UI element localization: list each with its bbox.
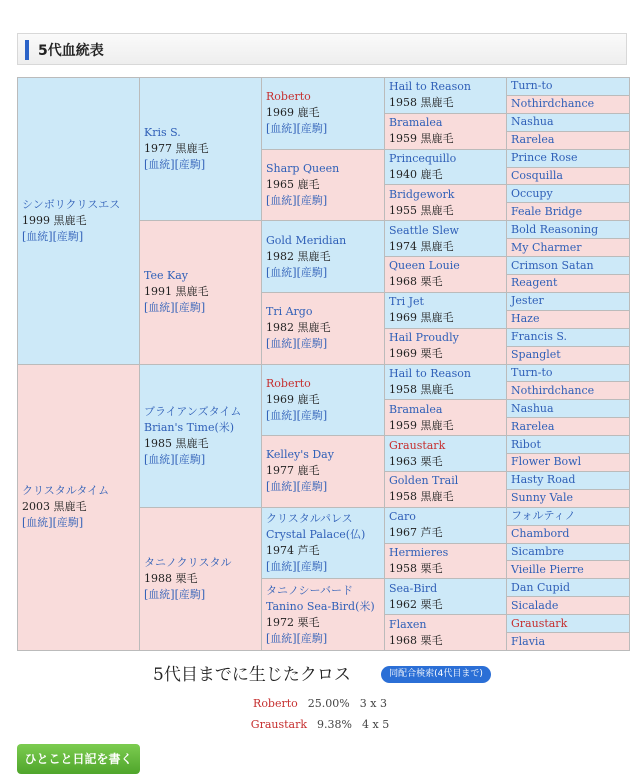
horse-name-link[interactable]: Golden Trail <box>389 474 459 488</box>
gen5-cell <box>507 561 630 579</box>
horse-name-link[interactable]: タニノクリスタル <box>144 555 232 569</box>
horse-year-color: 1940 鹿毛 <box>389 168 443 182</box>
horse-name-link[interactable]: フォルティノ <box>511 509 576 523</box>
page-title: 5代血統表 <box>38 43 104 59</box>
foals-link[interactable]: [産駒] <box>296 122 328 136</box>
horse-name-link[interactable]: Crimson Satan <box>511 258 594 272</box>
gen5-cell <box>507 382 630 400</box>
gen3-cell <box>262 436 385 508</box>
horse-name-link[interactable]: Reagent <box>511 276 558 290</box>
sire-cell <box>18 78 140 365</box>
gen5-cell <box>507 633 630 651</box>
gen4-cell <box>385 149 507 185</box>
horse-year-color: 1965 鹿毛 <box>266 177 320 191</box>
cross-title: 5代目までに生じたクロス <box>153 665 351 685</box>
horse-name-link[interactable]: クリスタルパレス <box>266 512 353 526</box>
horse-name-link[interactable]: Princequillo <box>389 152 457 166</box>
gen4-cell <box>385 257 507 293</box>
horse-year-color: 1977 鹿毛 <box>266 464 320 478</box>
horse-year-color: 2003 黒鹿毛 <box>22 500 87 514</box>
gen5-cell <box>507 436 630 454</box>
gen2-cell <box>140 221 262 364</box>
horse-name-link[interactable]: Flaxen <box>389 617 427 631</box>
horse-name-link[interactable]: Rarelea <box>511 133 555 147</box>
horse-name-link[interactable]: Roberto <box>266 376 311 390</box>
horse-year-color: 1985 黒鹿毛 <box>144 436 209 450</box>
gen5-cell <box>507 364 630 382</box>
gen4-cell <box>385 78 507 114</box>
foals-link[interactable]: [産駒] <box>296 337 328 351</box>
gen5-cell <box>507 78 630 96</box>
gen5-cell <box>507 274 630 292</box>
foals-link[interactable]: [産駒] <box>296 265 328 279</box>
horse-year-color: 1959 黒鹿毛 <box>389 132 454 146</box>
gen5-cell <box>507 149 630 167</box>
horse-name-link[interactable]: Occupy <box>511 186 553 200</box>
pedigree-link[interactable]: [血統] <box>144 301 175 315</box>
horse-name-link[interactable]: Vieille Pierre <box>511 562 584 576</box>
gen4-cell <box>385 185 507 221</box>
horse-year-color: 1999 黒鹿毛 <box>22 213 87 227</box>
horse-year-color: 1988 栗毛 <box>144 571 198 585</box>
horse-year-color: 1969 黒鹿毛 <box>389 311 454 325</box>
horse-year-color: 1963 栗毛 <box>389 454 443 468</box>
cross-generation: 3 x 3 <box>359 697 387 710</box>
gen5-cell <box>507 113 630 131</box>
pedigree-link[interactable]: [血統] <box>266 480 297 494</box>
gen3-cell <box>262 78 385 150</box>
dam-cell <box>18 364 140 651</box>
gen4-cell <box>385 507 507 543</box>
gen5-cell <box>507 597 630 615</box>
horse-year-color: 1977 黒鹿毛 <box>144 142 209 156</box>
foals-link[interactable]: [産駒] <box>52 229 84 243</box>
gen2-cell <box>140 507 262 650</box>
gen4-cell <box>385 615 507 651</box>
pedigree-link[interactable]: [血統] <box>144 452 175 466</box>
pedigree-link[interactable]: [血統] <box>144 158 175 172</box>
gen5-cell <box>507 95 630 113</box>
foals-link[interactable]: [産駒] <box>52 516 84 530</box>
horse-year-color: 1982 黒鹿毛 <box>266 249 331 263</box>
horse-name-link[interactable]: Turn-to <box>511 365 553 379</box>
foals-link[interactable]: [産駒] <box>296 631 328 645</box>
horse-name-link[interactable]: Tri Jet <box>389 295 424 309</box>
horse-name-link[interactable]: Caro <box>389 510 416 524</box>
pedigree-link[interactable]: [血統] <box>266 122 297 136</box>
horse-name-link[interactable]: Tri Argo <box>266 305 313 319</box>
write-diary-button[interactable]: ひとこと日記を書く <box>17 744 140 774</box>
horse-name-link[interactable]: Nothirdchance <box>511 383 595 397</box>
gen5-cell <box>507 346 630 364</box>
horse-name-link[interactable]: Prince Rose <box>511 151 578 165</box>
horse-name-link[interactable]: シンボリクリスエス <box>22 197 121 211</box>
horse-name-link[interactable]: Bridgework <box>389 187 455 201</box>
horse-name-link[interactable]: Kris S. <box>144 126 181 140</box>
cross-horse-link[interactable]: Roberto <box>253 697 298 710</box>
horse-name-link[interactable]: ブライアンズタイム <box>144 404 242 418</box>
gen4-cell <box>385 436 507 472</box>
horse-name-link[interactable]: Sicambre <box>511 545 565 559</box>
horse-year-color: 1967 芦毛 <box>389 526 443 540</box>
foals-link[interactable]: [産駒] <box>296 193 328 207</box>
gen5-cell <box>507 239 630 257</box>
horse-name-link[interactable]: Sea-Bird <box>389 581 438 595</box>
gen5-cell <box>507 471 630 489</box>
horse-name-en-link[interactable]: Tanino Sea-Bird(米) <box>266 599 375 613</box>
horse-name-link[interactable]: Bold Reasoning <box>511 222 599 236</box>
cross-row <box>0 697 640 710</box>
gen3-cell <box>262 579 385 651</box>
foals-link[interactable]: [産駒] <box>174 301 206 315</box>
cross-row <box>0 718 640 731</box>
pedigree-link[interactable]: [血統] <box>266 408 297 422</box>
gen2-cell <box>140 78 262 221</box>
horse-name-link[interactable]: Spanglet <box>511 348 561 362</box>
gen5-cell <box>507 167 630 185</box>
gen4-cell <box>385 400 507 436</box>
foals-link[interactable]: [産駒] <box>296 560 328 574</box>
horse-name-link[interactable]: Francis S. <box>511 330 567 344</box>
horse-name-link[interactable]: Bramalea <box>389 402 443 416</box>
horse-name-link[interactable]: Gold Meridian <box>266 233 347 247</box>
horse-name-link[interactable]: Sicalade <box>511 598 559 612</box>
horse-name-link[interactable]: Turn-to <box>511 79 553 93</box>
horse-name-link[interactable]: Graustark <box>511 616 568 630</box>
horse-year-color: 1958 黒鹿毛 <box>389 490 454 504</box>
gen5-cell <box>507 454 630 472</box>
gen4-cell <box>385 364 507 400</box>
pedigree-link[interactable]: [血統] <box>266 337 297 351</box>
horse-year-color: 1969 栗毛 <box>389 347 443 361</box>
cross-horse-link[interactable]: Graustark <box>250 718 308 731</box>
horse-name-link[interactable]: Sharp Queen <box>266 161 340 175</box>
pedigree-link[interactable]: [血統] <box>266 560 297 574</box>
gen4-cell <box>385 328 507 364</box>
gen4-cell <box>385 221 507 257</box>
gen5-cell <box>507 543 630 561</box>
gen5-cell <box>507 292 630 310</box>
horse-name-link[interactable]: Ribot <box>511 437 541 451</box>
gen4-cell <box>385 579 507 615</box>
gen4-cell <box>385 113 507 149</box>
horse-name-link[interactable]: Flower Bowl <box>511 455 582 469</box>
horse-name-link[interactable]: Rarelea <box>511 419 555 433</box>
horse-name-link[interactable]: Haze <box>511 312 540 326</box>
gen2-cell <box>140 364 262 507</box>
pedigree-link[interactable]: [血統] <box>22 229 53 243</box>
gen5-cell <box>507 418 630 436</box>
horse-name-link[interactable]: My Charmer <box>511 240 582 254</box>
pedigree-link[interactable]: [血統] <box>266 265 297 279</box>
gen5-cell <box>507 131 630 149</box>
horse-name-link[interactable]: Roberto <box>266 90 311 104</box>
gen5-cell <box>507 525 630 543</box>
horse-name-link[interactable]: Nashua <box>511 115 554 129</box>
horse-name-link[interactable]: Sunny Vale <box>511 491 574 505</box>
gen5-cell <box>507 400 630 418</box>
horse-name-link[interactable]: クリスタルタイム <box>22 484 110 498</box>
horse-year-color: 1974 芦毛 <box>266 544 320 558</box>
foals-link[interactable]: [産駒] <box>174 158 206 172</box>
gen4-cell <box>385 543 507 579</box>
foals-link[interactable]: [産駒] <box>296 480 328 494</box>
horse-year-color: 1958 黒鹿毛 <box>389 96 454 110</box>
header-accent-bar <box>25 40 29 60</box>
horse-year-color: 1959 黒鹿毛 <box>389 418 454 432</box>
gen5-cell <box>507 185 630 203</box>
horse-name-link[interactable]: Tee Kay <box>144 269 188 283</box>
horse-name-link[interactable]: Nashua <box>511 401 554 415</box>
horse-name-link[interactable]: Nothirdchance <box>511 97 595 111</box>
pedigree-link[interactable]: [血統] <box>266 193 297 207</box>
gen3-cell <box>262 507 385 579</box>
gen5-cell <box>507 615 630 633</box>
gen5-cell <box>507 579 630 597</box>
pedigree-row <box>18 78 630 96</box>
cross-generation: 4 x 5 <box>362 718 390 731</box>
horse-name-link[interactable]: Feale Bridge <box>511 204 583 218</box>
foals-link[interactable]: [産駒] <box>174 587 206 601</box>
gen5-cell <box>507 507 630 525</box>
gen3-cell <box>262 364 385 436</box>
horse-year-color: 1968 栗毛 <box>389 633 443 647</box>
gen3-cell <box>262 292 385 364</box>
cross-percent: 9.38% <box>317 718 352 731</box>
pedigree-row <box>18 364 630 382</box>
horse-name-link[interactable]: Queen Louie <box>389 259 460 273</box>
gen5-cell <box>507 257 630 275</box>
horse-year-color: 1982 黒鹿毛 <box>266 321 331 335</box>
gen4-cell <box>385 471 507 507</box>
horse-name-link[interactable]: Flavia <box>511 634 545 648</box>
horse-name-en-link[interactable]: Brian's Time(米) <box>144 420 235 434</box>
pedigree-link[interactable]: [血統] <box>144 587 175 601</box>
gen4-cell <box>385 292 507 328</box>
horse-name-link[interactable]: Hail to Reason <box>389 366 471 380</box>
foals-link[interactable]: [産駒] <box>296 408 328 422</box>
horse-year-color: 1958 栗毛 <box>389 561 443 575</box>
horse-year-color: 1968 栗毛 <box>389 275 443 289</box>
pedigree-link[interactable]: [血統] <box>266 631 297 645</box>
gen5-cell <box>507 203 630 221</box>
horse-name-link[interactable]: Jester <box>511 294 544 308</box>
gen3-cell <box>262 221 385 293</box>
gen5-cell <box>507 221 630 239</box>
horse-year-color: 1972 栗毛 <box>266 615 320 629</box>
horse-name-link[interactable]: Hermieres <box>389 545 449 559</box>
gen5-cell <box>507 489 630 507</box>
horse-year-color: 1969 鹿毛 <box>266 106 320 120</box>
horse-name-link[interactable]: Seattle Slew <box>389 223 459 237</box>
gen3-cell <box>262 149 385 221</box>
horse-name-en-link[interactable]: Crystal Palace(仏) <box>266 528 366 542</box>
horse-name-link[interactable]: Chambord <box>511 527 570 541</box>
horse-year-color: 1958 黒鹿毛 <box>389 382 454 396</box>
horse-year-color: 1962 栗毛 <box>389 597 443 611</box>
horse-name-link[interactable]: Hasty Road <box>511 473 576 487</box>
horse-name-link[interactable]: Hail to Reason <box>389 80 471 94</box>
cross-percent: 25.00% <box>307 697 350 710</box>
gen5-cell <box>507 310 630 328</box>
horse-year-color: 1991 黒鹿毛 <box>144 285 209 299</box>
section-header <box>17 33 627 65</box>
horse-name-link[interactable]: Kelley's Day <box>266 448 334 462</box>
horse-year-color: 1969 鹿毛 <box>266 392 320 406</box>
horse-year-color: 1974 黒鹿毛 <box>389 239 454 253</box>
horse-name-link[interactable]: Cosquilla <box>511 168 563 182</box>
pedigree-table <box>17 77 630 651</box>
pedigree-link[interactable]: [血統] <box>22 516 53 530</box>
horse-name-link[interactable]: Hail Proudly <box>389 331 459 345</box>
horse-name-link[interactable]: Graustark <box>389 438 446 452</box>
horse-year-color: 1955 黒鹿毛 <box>389 203 454 217</box>
horse-name-link[interactable]: Dan Cupid <box>511 580 571 594</box>
same-mating-search-button[interactable]: 同配合検索(4代目まで) <box>381 666 491 683</box>
gen5-cell <box>507 328 630 346</box>
horse-name-link[interactable]: タニノシーバード <box>266 583 354 597</box>
foals-link[interactable]: [産駒] <box>174 452 206 466</box>
horse-name-link[interactable]: Bramalea <box>389 116 443 130</box>
